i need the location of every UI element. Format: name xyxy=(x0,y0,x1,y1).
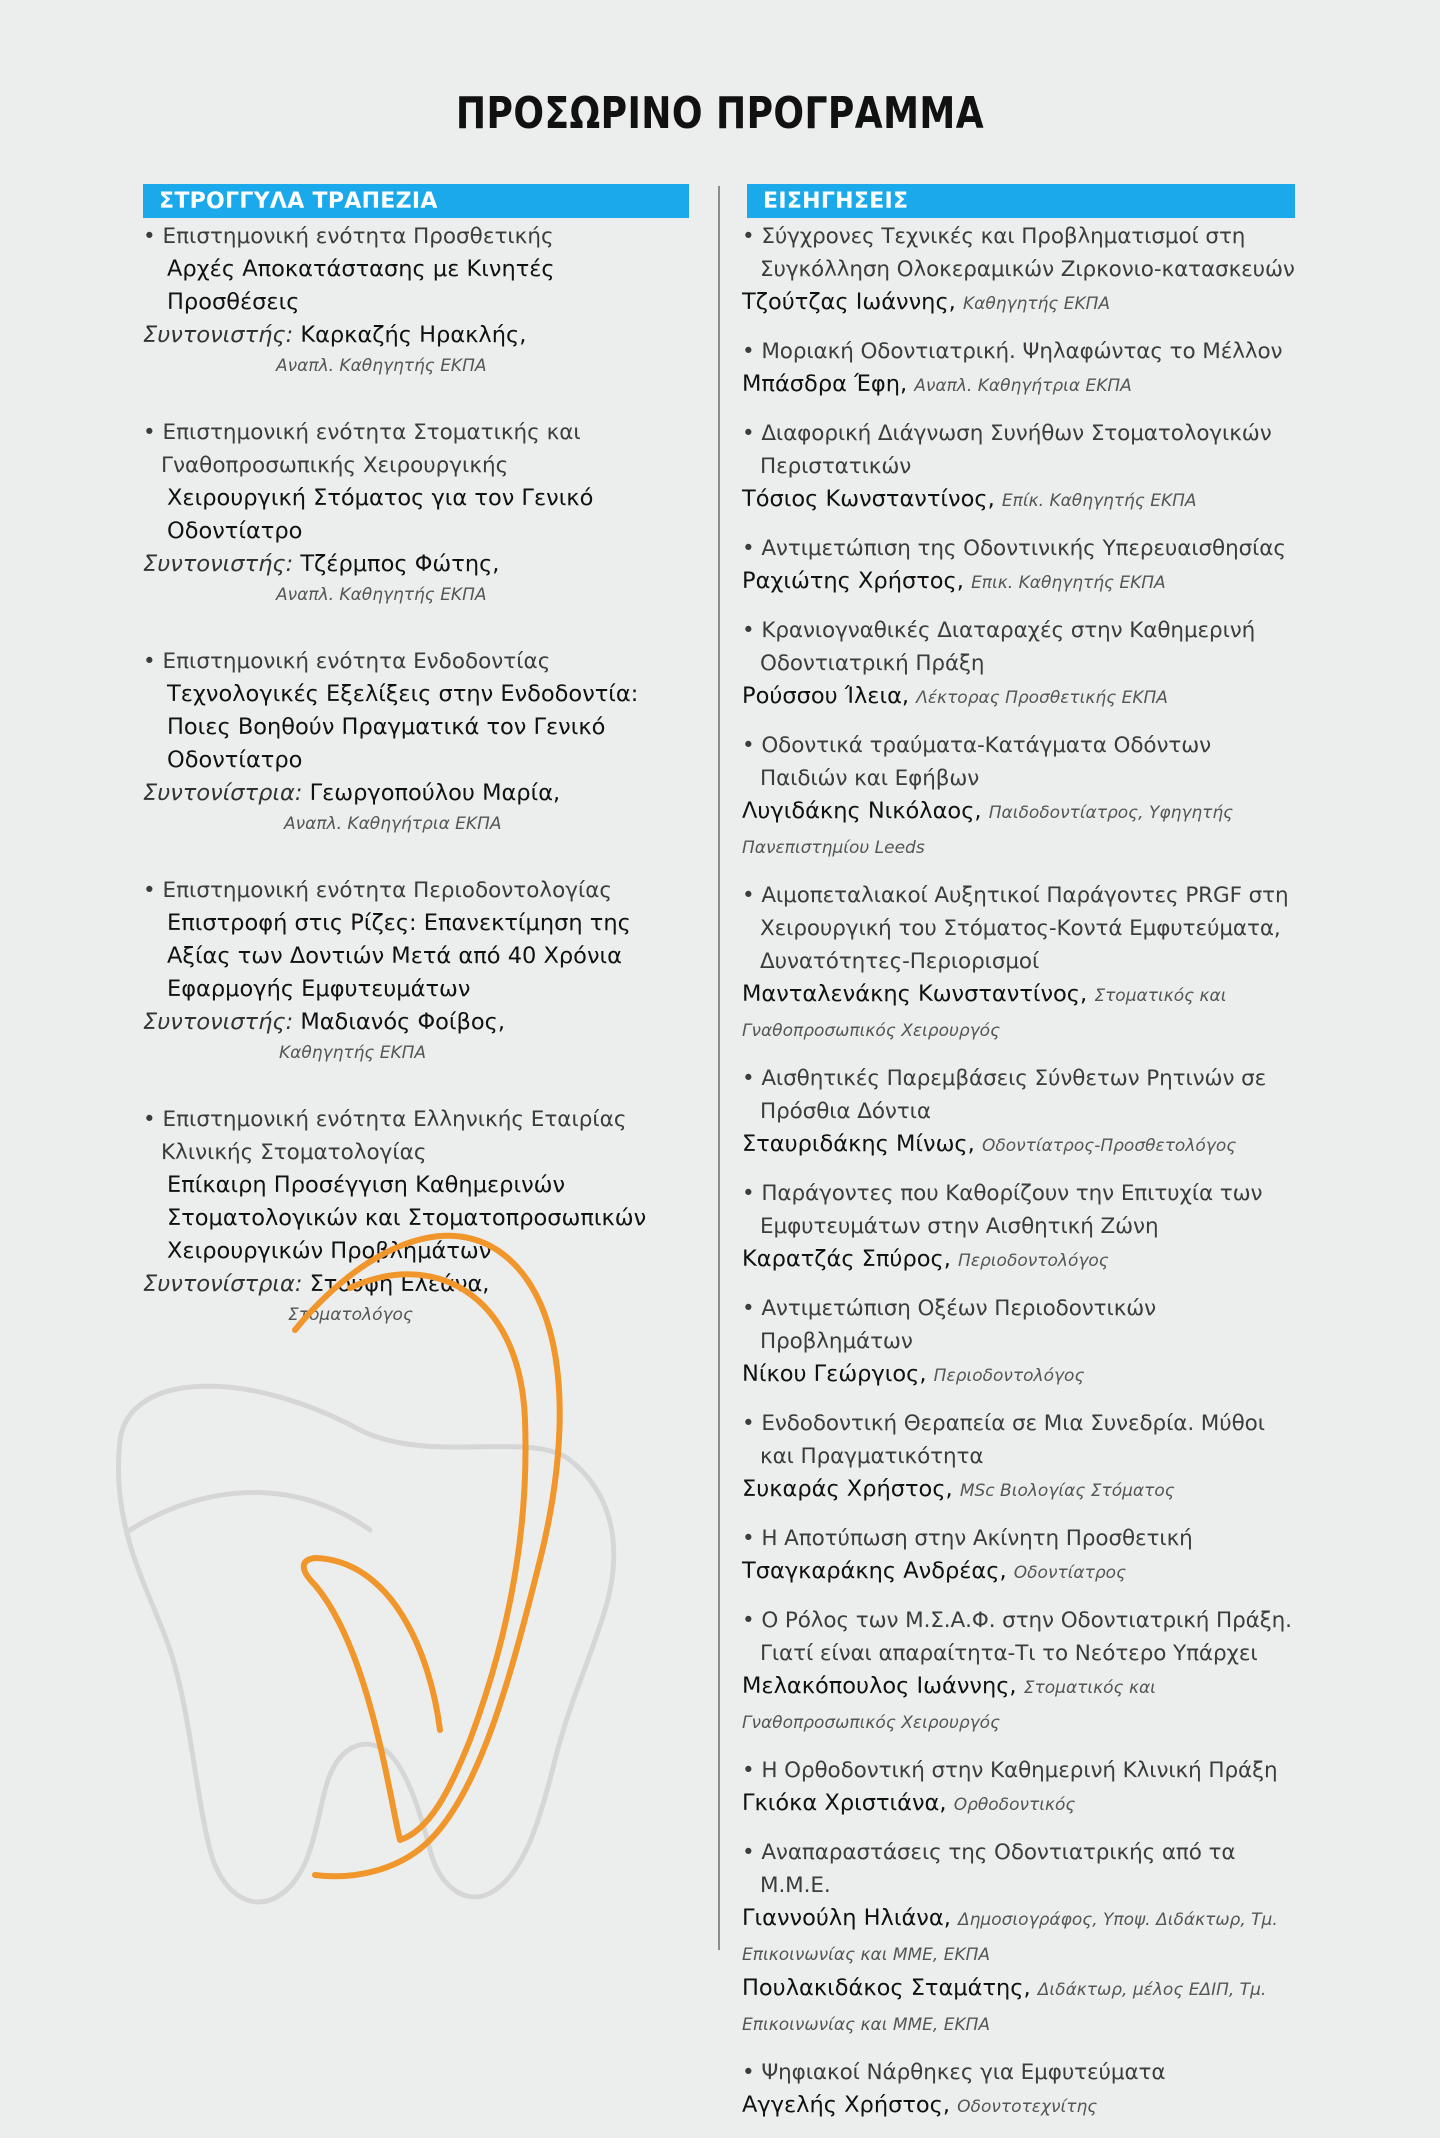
talk-item xyxy=(742,1177,1295,1278)
moderator-name: Μαδιανός Φοίβος, xyxy=(300,1009,506,1035)
speaker-affiliation: Περιοδοντολόγος xyxy=(933,1366,1085,1386)
round-table-session xyxy=(143,416,689,609)
talk-title: • Ενδοδοντική Θεραπεία σε Μια Συνεδρία. Μύθοι και Πραγματικότητα xyxy=(742,1407,1295,1473)
speaker-name: Σταυριδάκης Μίνως, xyxy=(742,1131,975,1157)
tooth-orange-curve-inner xyxy=(304,1274,526,1840)
talk-title: • Η Ορθοδοντική στην Καθημερινή Κλινική Πράξη xyxy=(742,1754,1295,1787)
speaker-affiliation: Στοματικός και Γναθοπροσωπικός Χειρουργός xyxy=(742,1678,1156,1733)
speaker-name: Τζούτζας Ιωάννης, xyxy=(742,289,956,315)
speaker xyxy=(742,483,1295,518)
session-moderator xyxy=(143,777,689,810)
speaker-name: Γκιόκα Χριστιάνα, xyxy=(742,1790,947,1816)
speaker xyxy=(742,795,1295,865)
speaker xyxy=(742,1473,1295,1508)
speaker-name: Μανταλενάκης Κωνσταντίνος, xyxy=(742,981,1088,1007)
speaker xyxy=(742,565,1295,600)
moderator-affiliation: Αναπλ. Καθηγήτρια ΕΚΠΑ xyxy=(284,814,502,834)
talk-item xyxy=(742,1604,1295,1740)
session-unit: • Επιστημονική ενότητα Ελληνικής Εταιρίας Κλινικής Στοματολογίας xyxy=(143,1103,689,1169)
speaker-affiliation: Ορθοδοντικός xyxy=(953,1795,1076,1815)
talk-title: • Παράγοντες που Καθορίζουν την Επιτυχία των Εμφυτευμάτων στην Αισθητική Ζώνη xyxy=(742,1177,1295,1243)
speaker-name: Τσαγκαράκης Ανδρέας, xyxy=(742,1558,1007,1584)
speaker-affiliation: Οδοντίατρος xyxy=(1013,1563,1127,1583)
moderator-label: Συντονίστρια: xyxy=(143,1271,303,1297)
speaker xyxy=(742,680,1295,715)
session-unit: • Επιστημονική ενότητα Στοματικής και Γναθοπροσωπικής Χειρουργικής xyxy=(143,416,689,482)
talk-item xyxy=(742,417,1295,518)
session-unit: • Επιστημονική ενότητα Προσθετικής xyxy=(143,220,689,253)
talk-item xyxy=(742,2056,1295,2124)
moderator-name: Γεωργοπούλου Μαρία, xyxy=(309,780,561,806)
moderator-name: Στουφή Ελεάνα, xyxy=(309,1271,490,1297)
moderator-label: Συντονίστρια: xyxy=(143,780,303,806)
round-tables-header: ΣΤΡΟΓΓΥΛΑ ΤΡΑΠΕΖΙΑ xyxy=(143,184,689,218)
moderator-affiliation: Καθηγητής ΕΚΠΑ xyxy=(279,1043,427,1063)
speaker-name: Μελακόπουλος Ιωάννης, xyxy=(742,1673,1017,1699)
session-unit: • Επιστημονική ενότητα Περιοδοντολογίας xyxy=(143,874,689,907)
speaker xyxy=(742,1555,1295,1590)
speaker xyxy=(742,2089,1295,2124)
round-table-session xyxy=(143,220,689,380)
session-topic: Επίκαιρη Προσέγγιση Καθημερινών Στοματολογικών και Στοματοπροσωπικών Χειρουργικών Προβλημάτων xyxy=(167,1172,647,1264)
moderator-affiliation: Αναπλ. Καθηγητής ΕΚΠΑ xyxy=(276,356,487,376)
talk-title: • Σύγχρονες Τεχνικές και Προβληματισμοί στη Συγκόλληση Ολοκεραμικών Ζιρκονιο-κατασκευών xyxy=(742,220,1295,286)
moderator-affiliation: Αναπλ. Καθηγητής ΕΚΠΑ xyxy=(276,585,487,605)
speaker-name: Ρούσσου Ίλεια, xyxy=(742,683,910,709)
talk-item xyxy=(742,532,1295,600)
speaker-affiliation: Περιοδοντολόγος xyxy=(958,1251,1109,1271)
tooth-outline-icon xyxy=(100,1230,660,1950)
speaker-name: Συκαράς Χρήστος, xyxy=(742,1476,953,1502)
session-topic: Τεχνολογικές Εξελίξεις στην Ενδοδοντία: Ποιες Βοηθούν Πραγματικά τον Γενικό Οδοντίατρο xyxy=(167,681,639,773)
talk-item xyxy=(742,220,1295,321)
tooth-gray-root-line xyxy=(130,1493,370,1531)
speaker-affiliation: Καθηγητής ΕΚΠΑ xyxy=(962,294,1111,314)
talk-title: • Αντιμετώπιση Οξέων Περιοδοντικών Προβλημάτων xyxy=(742,1292,1295,1358)
speaker-name: Αγγελής Χρήστος, xyxy=(742,2092,951,2118)
talk-title: • Αιμοπεταλιακοί Αυξητικοί Παράγοντες PRGF στη Χειρουργική του Στόματος-Κοντά Εμφυτεύματα, Δυνατότητες-Περιορισμοί xyxy=(742,879,1295,978)
session-moderator xyxy=(143,548,689,581)
speaker-affiliation: Λέκτορας Προσθετικής ΕΚΠΑ xyxy=(916,688,1168,708)
talk-item xyxy=(742,614,1295,715)
speaker-affiliation: Επίκ. Καθηγητής ΕΚΠΑ xyxy=(1001,491,1197,511)
speaker-affiliation: Παιδοδοντίατρος, Υφηγητής Πανεπιστημίου Leeds xyxy=(742,803,1234,858)
talks-header: ΕΙΣΗΓΗΣΕΙΣ xyxy=(747,184,1295,218)
talk-title: • Ψηφιακοί Νάρθηκες για Εμφυτεύματα xyxy=(742,2056,1295,2089)
speaker-affiliation: Διδάκτωρ, μέλος ΕΔΙΠ, Τμ. Επικοινωνίας και ΜΜΕ, ΕΚΠΑ xyxy=(742,1980,1267,2035)
round-tables-column xyxy=(143,184,689,1365)
round-table-session xyxy=(143,645,689,838)
moderator-label: Συντονιστής: xyxy=(143,551,294,577)
talk-title: • Μοριακή Οδοντιατρική. Ψηλαφώντας το Μέλλον xyxy=(742,335,1295,368)
speaker xyxy=(742,286,1295,321)
talk-item xyxy=(742,879,1295,1048)
talk-item xyxy=(742,1754,1295,1822)
speaker-affiliation: Αναπλ. Καθηγήτρια ΕΚΠΑ xyxy=(914,376,1132,396)
talk-title: • Οδοντικά τραύματα-Κατάγματα Οδόντων Παιδιών και Εφήβων xyxy=(742,729,1295,795)
speaker-affiliation: Οδοντοτεχνίτης xyxy=(957,2097,1098,2117)
talk-item xyxy=(742,335,1295,403)
moderator-affiliation: Στοματολόγος xyxy=(288,1305,413,1325)
speaker-name: Πουλακιδάκος Σταμάτης, xyxy=(742,1975,1031,2001)
moderator-label: Συντονιστής: xyxy=(143,322,294,348)
session-moderator xyxy=(143,319,689,352)
moderator-name: Τζέρμπος Φώτης, xyxy=(300,551,500,577)
session-moderator xyxy=(143,1006,689,1039)
speaker xyxy=(742,368,1295,403)
talk-item xyxy=(742,1062,1295,1163)
session-topic: Επιστροφή στις Ρίζες: Επανεκτίμηση της Αξίας των Δοντιών Μετά από 40 Χρόνια Εφαρμογής Εμφυτευμάτων xyxy=(167,910,631,1002)
talks-column xyxy=(742,184,1295,2138)
talk-title: • Αντιμετώπιση της Οδοντινικής Υπερευαισθησίας xyxy=(742,532,1295,565)
speaker-name: Τόσιος Κωνσταντίνος, xyxy=(742,486,995,512)
speaker-name: Λυγιδάκης Νικόλαος, xyxy=(742,798,982,824)
speaker-name: Ραχιώτης Χρήστος, xyxy=(742,568,964,594)
speaker-name: Μπάσδρα Έφη, xyxy=(742,371,908,397)
moderator-name: Καρκαζής Ηρακλής, xyxy=(300,322,527,348)
speaker-affiliation: Δημοσιογράφος, Υποψ. Διδάκτωρ, Τμ. Επικοινωνίας και ΜΜΕ, ΕΚΠΑ xyxy=(742,1910,1278,1965)
talk-title: • Αισθητικές Παρεμβάσεις Σύνθετων Ρητινών σε Πρόσθια Δόντια xyxy=(742,1062,1295,1128)
talk-item xyxy=(742,1522,1295,1590)
talk-title: • Αναπαραστάσεις της Οδοντιατρικής από τα Μ.Μ.Ε. xyxy=(742,1836,1295,1902)
talk-item xyxy=(742,1407,1295,1508)
tooth-gray-outline xyxy=(118,1386,613,1902)
speaker xyxy=(742,978,1295,1048)
speaker-affiliation: MSc Βιολογίας Στόματος xyxy=(959,1481,1175,1501)
talk-title: • Διαφορική Διάγνωση Συνήθων Στοματολογικών Περιστατικών xyxy=(742,417,1295,483)
speaker-affiliation: Στοματικός και Γναθοπροσωπικός Χειρουργός xyxy=(742,986,1227,1041)
speaker xyxy=(742,1358,1295,1393)
page-title: ΠΡΟΣΩΡΙΝΟ ΠΡΟΓΡΑΜΜΑ xyxy=(455,88,985,139)
talk-title: • Ο Ρόλος των Μ.Σ.Α.Φ. στην Οδοντιατρική Πράξη. Γιατί είναι απαραίτητα-Τι το Νεότερο Υπάρχει xyxy=(742,1604,1295,1670)
speaker xyxy=(742,1787,1295,1822)
speaker xyxy=(742,1128,1295,1163)
talk-item xyxy=(742,729,1295,865)
column-divider xyxy=(718,186,720,1950)
talk-item xyxy=(742,1836,1295,2042)
speaker xyxy=(742,1670,1295,1740)
talk-title: • Κρανιογναθικές Διαταραχές στην Καθημερινή Οδοντιατρική Πράξη xyxy=(742,614,1295,680)
speaker-affiliation: Οδοντίατρος-Προσθετολόγος xyxy=(981,1136,1237,1156)
speaker-affiliation: Επικ. Καθηγητής ΕΚΠΑ xyxy=(971,573,1166,593)
round-table-session xyxy=(143,874,689,1067)
speaker xyxy=(742,1902,1295,1972)
speaker xyxy=(742,1243,1295,1278)
moderator-label: Συντονιστής: xyxy=(143,1009,294,1035)
talk-item xyxy=(742,1292,1295,1393)
speaker-name: Νίκου Γεώργιος, xyxy=(742,1361,927,1387)
speaker-name: Καρατζάς Σπύρος, xyxy=(742,1246,951,1272)
speaker xyxy=(742,1972,1295,2042)
session-topic: Χειρουργική Στόματος για τον Γενικό Οδοντίατρο xyxy=(167,485,594,544)
speaker-name: Γιαννούλη Ηλιάνα, xyxy=(742,1905,951,1931)
session-topic: Αρχές Αποκατάστασης με Κινητές Προσθέσεις xyxy=(167,256,555,315)
session-unit: • Επιστημονική ενότητα Ενδοδοντίας xyxy=(143,645,689,678)
talk-title: • Η Αποτύπωση στην Ακίνητη Προσθετική xyxy=(742,1522,1295,1555)
